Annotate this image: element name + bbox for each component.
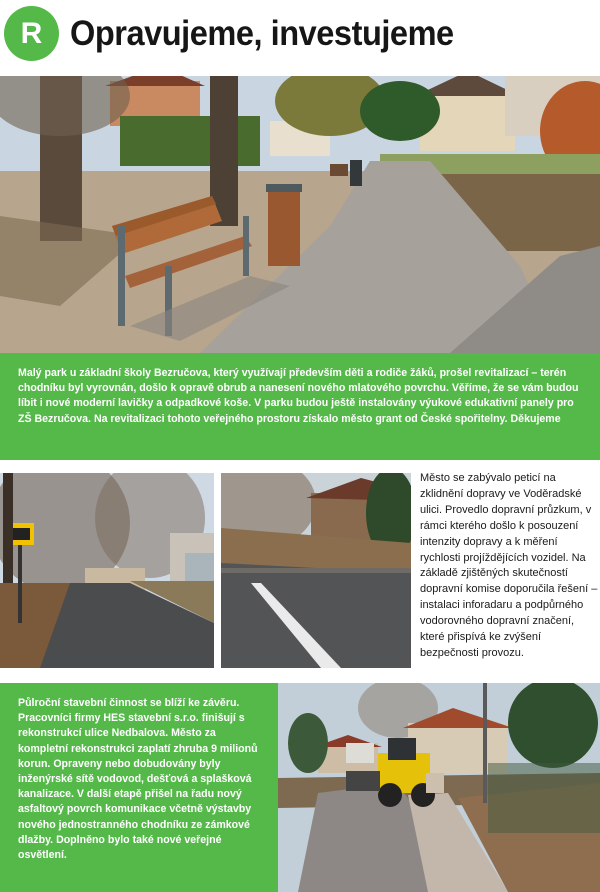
- park-article: [0, 353, 600, 460]
- page-header: [0, 0, 600, 76]
- radar-street-photo: [0, 473, 214, 668]
- section-badge: R: [4, 6, 59, 61]
- park-article-text: Malý park u základní školy Bezručova, který využívají především děti a rodiče žáků, prošel revitalizací – terén chodníku byl vyrovnán, došlo k opravě obrub a nanesení nového mlatového povrchu. Věříme, že se vám budou líbit i nové moderní lavičky a odpadkové koše. V parku budou ještě instalovány výukové edukativní panely pro ZŠ Bezručova. Na revitalizaci tohoto veřejného prostoru získalo město grant od České spořitelny. Děkujeme: [18, 367, 579, 425]
- construction-article-text: Půlroční stavební činnost se blíží ke závěru. Pracovníci firmy HES stavební s.r.o. finišují s rekonstrukcí ulice Nedbalova. Město za kompletní rekonstrukci zaplatí zhruba 9 milionů korun. Opraveny nebo dobudovány byly inženýrské sítě vodovod, dešťová a splašková kanalizace. V další etapě přišel na řadu nový asfaltový povrch komunikace včetně výstavby nového jednostranného chodníku ze zámkové dlažby. Doplněno bylo také nové veřejné osvětlení.: [18, 697, 258, 862]
- construction-article: [0, 683, 278, 892]
- traffic-article-text: Město se zabývalo peticí na zklidnění dopravy ve Voděradské ulici. Provedlo dopravní průzkum, v rámci kterého došlo k posouzení intenzity dopravy a k měření rychlosti projíždějících vozidel. Na základě zjištěných skutečností dopravní komise doporučila řešení – instalaci inforadaru a podpůrného vodorovného dopravní značení, které přispívá ke zvýšení bezpečnosti provozu.: [420, 472, 598, 659]
- construction-photo: [278, 683, 600, 892]
- traffic-article: [420, 471, 598, 662]
- page-title: Opravujeme, investujeme: [70, 14, 454, 53]
- road-marking-photo: [221, 473, 411, 668]
- park-photo: [0, 76, 600, 353]
